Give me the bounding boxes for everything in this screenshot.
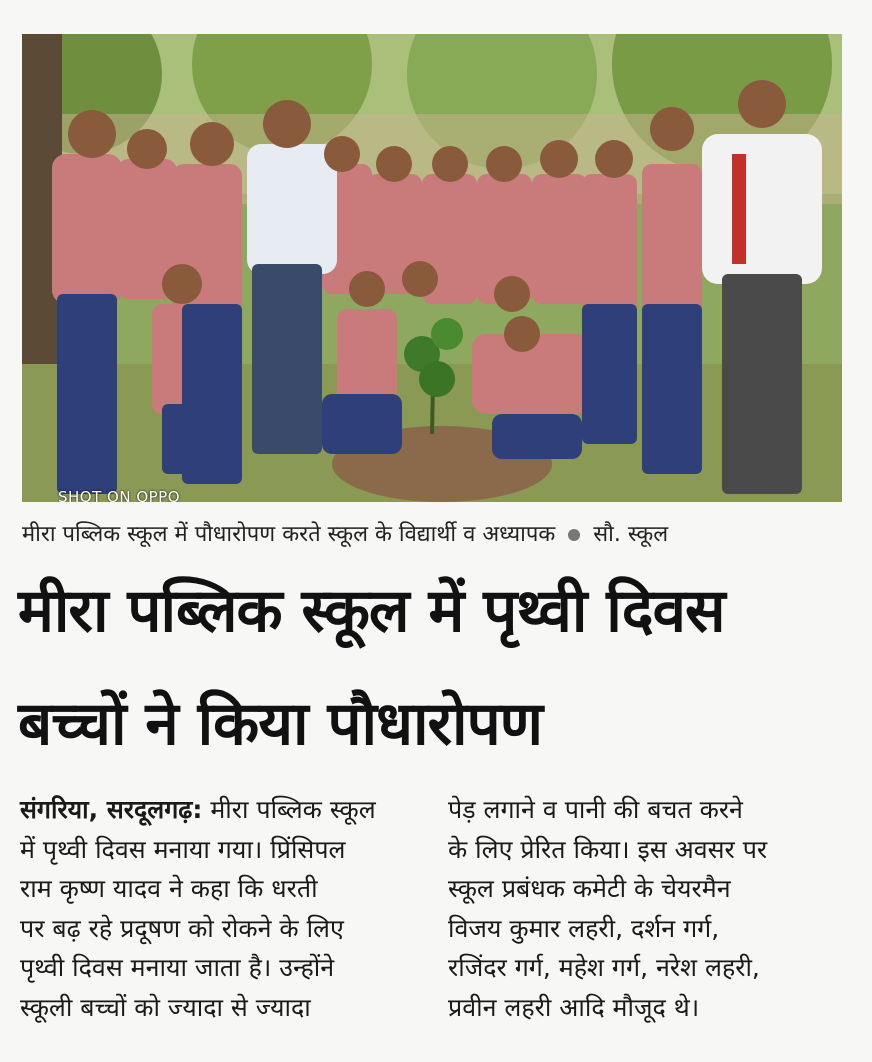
article-line: प्रवीन लहरी आदि मौजूद थे। [448, 992, 700, 1022]
photo-image [22, 34, 842, 502]
headline-line-2: बच्चों ने किया पौधारोपण [18, 689, 543, 759]
headline-line-1: मीरा पब्लिक स्कूल में पृथ्वी दिवस [18, 576, 725, 646]
bullet-dot-icon [568, 529, 580, 541]
article-line: पृथ्वी दिवस मनाया जाता है। उन्होंने [20, 953, 335, 982]
article-line: पेड़ लगाने व पानी की बचत करने [448, 795, 743, 824]
article-line: स्कूल प्रबंधक कमेटी के चेयरमैन [448, 874, 731, 903]
article-line: स्कूली बच्चों को ज्यादा से ज्यादा [20, 992, 311, 1022]
article-line: के लिए प्रेरित किया। इस अवसर पर [448, 834, 768, 864]
camera-watermark: SHOT ON OPPO [58, 488, 181, 502]
article-line: राम कृष्ण यादव ने कहा कि धरती [20, 874, 318, 903]
caption-text: मीरा पब्लिक स्कूल में पौधारोपण करते स्कूल के विद्यार्थी व अध्यापक [22, 522, 556, 547]
caption-credit: सौ. स्कूल [593, 522, 669, 547]
article-column-left [20, 790, 420, 1027]
photo-caption [22, 522, 852, 548]
article-column-right [448, 790, 848, 1027]
article-line: विजय कुमार लहरी, दर्शन गर्ग, [448, 913, 720, 943]
news-photo [22, 34, 842, 502]
article-line: पर बढ़ रहे प्रदूषण को रोकने के लिए [20, 913, 344, 943]
dateline: संगरिया, सरदूलगढ़: [20, 795, 203, 824]
article-line: रजिंदर गर्ग, महेश गर्ग, नरेश लहरी, [448, 953, 760, 982]
article-line: में पृथ्वी दिवस मनाया गया। प्रिंसिपल [20, 834, 346, 864]
article-line: संगरिया, सरदूलगढ़: मीरा पब्लिक स्कूल [20, 795, 376, 824]
